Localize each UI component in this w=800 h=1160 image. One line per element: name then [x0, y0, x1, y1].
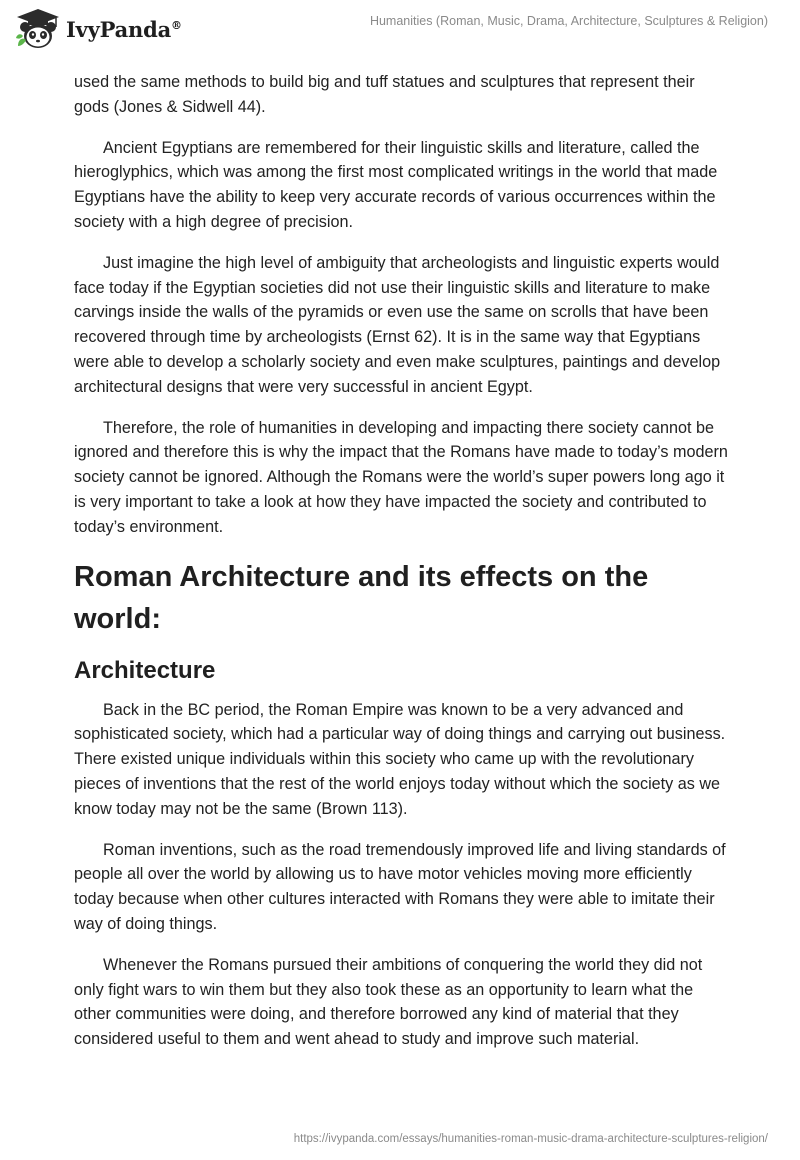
panda-graduate-icon — [14, 8, 62, 50]
subsection-heading: Architecture — [74, 656, 216, 684]
logo-wordmark: IvyPanda® — [66, 16, 182, 42]
paragraph: Just imagine the high level of ambiguity that archeologists and linguistic experts would face today if the Egyptian societies did not use their linguistic skills and literature to make carvings inside the walls of the pyramids or even use the same on scrolls that have been recovered through time by archeologists (Ernst 62). It is in the same way that Egyptians were able to develop a scholarly society and even make sculptures, paintings and develop architectural designs that were very successful in ancient Egypt. — [74, 253, 721, 396]
paragraph: Back in the BC period, the Roman Empire was known to be a very advanced and sophisticated society, which had a particular way of doing things and carrying out business. There existed unique individuals within this society who came up with the revolutionary pieces of inventions that the rest of the world enjoys today without which the society as we know today may not be the same (Brown 113). — [74, 700, 726, 818]
section-heading: Roman Architecture and its effects on the world: — [74, 560, 649, 635]
paragraph: Whenever the Romans pursued their ambitions of conquering the world they did not only fight wars to win them but they also took these as an opportunity to learn what the other communities were doing, and therefore borrowed any kind of material that they considered useful to them and went ahead to study and improve such material. — [74, 955, 703, 1049]
essay-content — [74, 70, 729, 1068]
document-title: Humanities (Roman, Music, Drama, Architecture, Sculptures & Religion) — [369, 14, 768, 28]
paragraph: used the same methods to build big and tuff statues and sculptures that represent their gods (Jones & Sidwell 44). — [74, 73, 695, 116]
page-header — [0, 0, 800, 60]
paragraph: Roman inventions, such as the road tremendously improved life and living standards of people all over the world by allowing us to have motor vehicles moving more efficiently today because when other cultures interacted with Romans they were able to imitate their way of doing things. — [74, 840, 726, 933]
ivypanda-logo[interactable] — [14, 8, 182, 50]
paragraph: Ancient Egyptians are remembered for their linguistic skills and literature, called the hieroglyphics, which was among the first most complicated writings in the world that made Egyptians have the ability to keep very accurate records of various occurrences within the society with a high degree of precision. — [74, 138, 718, 231]
source-url-link[interactable]: https://ivypanda.com/essays/humanities-roman-music-drama-architecture-sculptures-religion/ — [293, 1133, 768, 1145]
paragraph: Therefore, the role of humanities in developing and impacting there society cannot be ignored and therefore this is why the impact that the Romans have made to today’s modern society cannot be ignored. Although the Romans were the world’s super powers long ago it is very important to take a look at how they have impacted the society and contributed to today’s environment. — [74, 418, 728, 536]
